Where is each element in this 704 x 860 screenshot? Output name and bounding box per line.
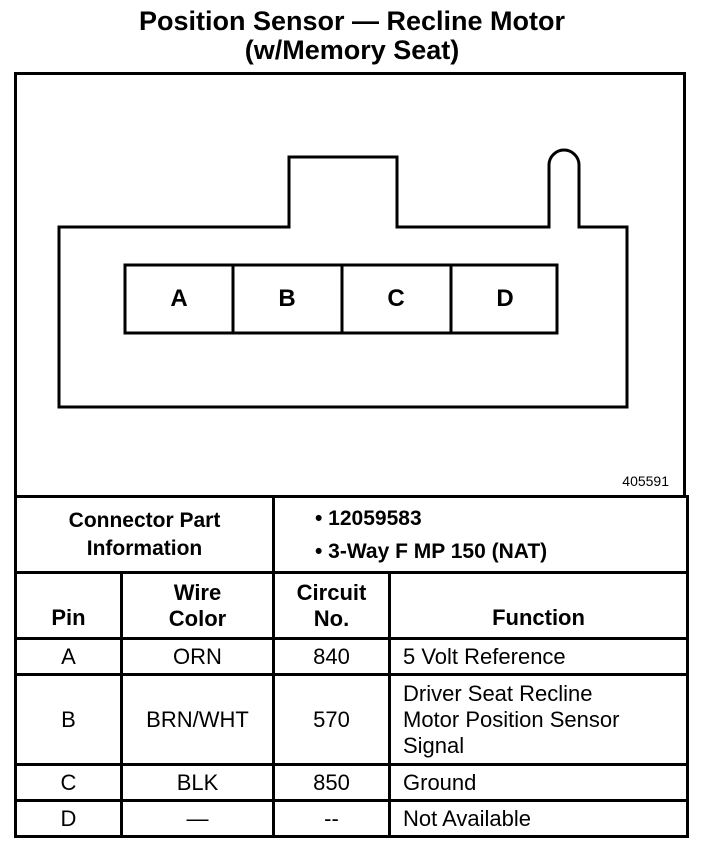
table-header-row bbox=[16, 573, 688, 639]
function-cell bbox=[390, 675, 688, 765]
pin-cell: D bbox=[16, 801, 122, 837]
figure-number: 405591 bbox=[622, 473, 669, 489]
wire-color-cell: ORN bbox=[122, 639, 274, 675]
circuit-cell: 840 bbox=[274, 639, 390, 675]
table-row bbox=[16, 801, 688, 837]
wire-color-cell: — bbox=[122, 801, 274, 837]
function-line: Driver Seat Recline bbox=[403, 680, 593, 706]
function-cell: 5 Volt Reference bbox=[390, 639, 688, 675]
cpi-label-line: Information bbox=[86, 536, 203, 560]
connector-part-info-row bbox=[16, 497, 688, 573]
header-line: No. bbox=[313, 605, 350, 631]
pin-label-a: A bbox=[170, 285, 188, 312]
wire-color-cell: BRN/WHT bbox=[122, 675, 274, 765]
pin-label-c: C bbox=[387, 285, 405, 312]
circuit-cell: 850 bbox=[274, 765, 390, 801]
header-circuit bbox=[274, 573, 390, 639]
pin-label-d: D bbox=[496, 285, 514, 312]
header-function-label: Function bbox=[492, 605, 585, 630]
connector-diagram-panel bbox=[14, 72, 686, 498]
diagram-title: Position Sensor — Recline Motor bbox=[138, 6, 566, 36]
header-function bbox=[390, 573, 688, 639]
pin-cell: B bbox=[16, 675, 122, 765]
header-line: Wire bbox=[173, 579, 222, 605]
function-line: Signal bbox=[403, 732, 465, 758]
table-row bbox=[16, 639, 688, 675]
header-line: Circuit bbox=[296, 579, 367, 605]
connector-part-info-label bbox=[16, 497, 274, 573]
header-pin-label: Pin bbox=[51, 605, 86, 630]
header-pin bbox=[16, 573, 122, 639]
table-row bbox=[16, 675, 688, 765]
diagram-subtitle: (w/Memory Seat) bbox=[244, 35, 460, 65]
connector-part-info-values bbox=[274, 497, 688, 573]
circuit-cell: -- bbox=[274, 801, 390, 837]
pin-cell: A bbox=[16, 639, 122, 675]
pin-cell: C bbox=[16, 765, 122, 801]
wire-color-cell: BLK bbox=[122, 765, 274, 801]
pinout-table bbox=[14, 495, 689, 838]
part-number: • 12059583 bbox=[315, 506, 422, 530]
pin-label-b: B bbox=[278, 285, 296, 312]
connector-type: • 3-Way F MP 150 (NAT) bbox=[315, 539, 548, 563]
function-cell: Not Available bbox=[390, 801, 688, 837]
table-row bbox=[16, 765, 688, 801]
function-cell: Ground bbox=[390, 765, 688, 801]
cpi-label-line: Connector Part bbox=[68, 508, 221, 532]
header-line: Color bbox=[168, 605, 227, 631]
function-line: Motor Position Sensor bbox=[403, 706, 620, 732]
header-wire-color bbox=[122, 573, 274, 639]
circuit-cell: 570 bbox=[274, 675, 390, 765]
